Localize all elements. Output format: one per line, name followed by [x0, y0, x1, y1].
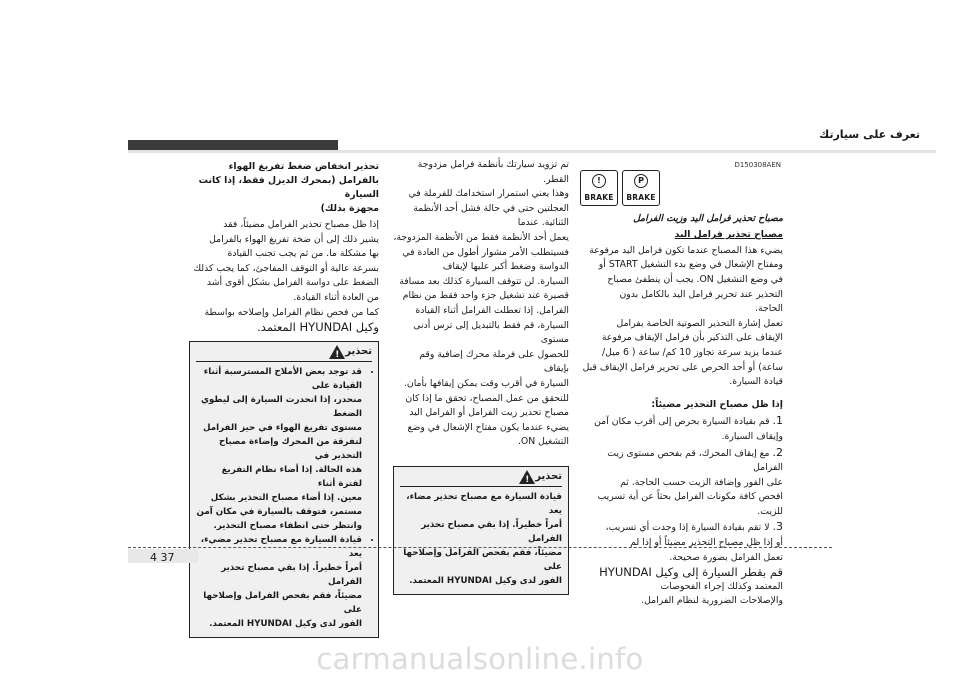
steps-title: إذا ظل مصباح التحذير مضيئاً:	[651, 398, 783, 410]
header-rule	[128, 150, 936, 153]
intro-text: يضيء هذا المصباح عندما تكون فرامل اليد مرفوعة ومفتاح الإشعال في وضع بدء التشغيل START أو في وضع التشغيل ON. يجب أن ينطفئ مصباح التحذير عند تحرير فرامل اليد بالكامل بدون الحاجة. تعمل إشارة التحذير الصوتية الخاصة بفرامل الإيقاف على التذكير بأن فرامل الإيقاف مرفوعة عندما يزيد سرعة تجاوز 10 كم/ ساعة ( 6 ميل/ ساعة) أو أحد الحرص على تحرير فرامل الإيقاف قبل قيادة السيارة.	[582, 244, 783, 388]
warning-title: تحذير	[535, 470, 562, 482]
warning-title: تحذير	[345, 345, 372, 357]
warning-box	[189, 341, 379, 639]
warning-triangle-icon: !	[329, 345, 345, 359]
page-header-title: تعرف على سيارتك	[819, 128, 920, 141]
footer-rule	[128, 547, 832, 548]
sub-title: مصباح تحذير فرامل اليد	[674, 229, 783, 241]
list-item: 2. مع إيقاف المحرك، قم بفحص مستوى زيت الفرامل على الفور وإضافة الزيت حسب الحاجة. ثم افحص كافة مكونات الفرامل بحثاً عن أية تسريب للزيت.	[597, 445, 783, 517]
warning-triangle-icon: !	[519, 470, 535, 484]
watermark: carmanualsonline.info	[316, 642, 644, 676]
steps-list	[577, 414, 783, 609]
page-number: 4 37	[150, 551, 175, 564]
brake-warning-icon: ! BRAKE	[580, 170, 618, 206]
warning-icons	[580, 170, 660, 206]
parking-brake-icon: P BRAKE	[622, 170, 660, 206]
image-code: D150308AEN	[734, 161, 781, 169]
section-title: تحذير انخفاض ضغط تفريغ الهواء بالفرامل (بمحرك الديزل فقط، إذا كانت السيارة مجهزة بذلك)	[198, 161, 379, 214]
list-item: 3. لا تقم بقيادة السيارة إذا وجدت أي تسريب، أو إذا ظل مصباح التحذير مضيئاً أو إذا لم تعمل الفرامل بصورة صحيحة. قم بقطر السيارة إلى وكيل HYUNDAI المعتمد وكذلك إجراء الفحوصات والإصلاحات الضرورية لنظام الفرامل.	[599, 520, 783, 607]
intro-text: إذا ظل مصباح تحذير الفرامل مضيئاً، فقد يشير ذلك إلى أن ضخة تفريغ الهواء بالفرامل بها مشكلة ما. من ثم يجب تجنب القيادة بسرعة عالية أو التوقف المفاجئ، كما يجب كذلك الضغط على دواسة الفرامل بشكل أقوى أشد من العادة أثناء القيادة. كما من فحص نظام الفرامل وإصلاحه بواسطة وكيل HYUNDAI المعتمد.	[193, 219, 379, 335]
section-title: مصباح تحذير فرامل اليد وزيت الفرامل	[633, 212, 783, 224]
list-item: 1. قم بقيادة السيارة بحرص إلى أقرب مكان آمن وإيقاف السيارة.	[594, 414, 783, 442]
column-middle	[393, 158, 569, 595]
warning-box: تحذير ! قيادة السيارة مع مصباح تحذير مضاء، يعد أمراً خطيراً. إذا بقي مصباح تحذير الفرامل مضيئاً، فقم بفحص الفرامل وإصلاحها على الفور لدى وكيل HYUNDAI المعتمد.	[393, 466, 569, 596]
list-item: • قد توجد بعض الأملاح المسترسبة أثناء القيادة على منحدر، إذا انحدرت السيارة إلى ليطوي الضغط مستوى تفريغ الهواء في حيز الفرامل لتفرقة من المحرك وإضاءة مصباح التحذير في هذه الحالة. إذا أضاء نظام التفريغ لفترة أثناء معين. إذا أضاء مصباح التحذير بشكل مستمر، فتوقف بالسيارة في مكان آمن وانتظر حتى انطفاء مصباح التحذير.	[196, 365, 362, 533]
intro-text: تم تزويد سيارتك بأنظمة فرامل مزدوجة القطر. وهذا يعني استمرار استخدامك للفرملة في العجلتين حتى في حالة فشل أحد الأنظمة الثنائية. عندما يعمل أحد الأنظمة فقط من الأنظمة المزدوجة، فسيتطلب الأمر مشوار أطول من العادة في الدواسة وضغط أكبر عليها لإيقاف السيارة. لن تتوقف السيارة كذلك بعد مسافة قصيرة عند تشغيل جزء واحد فقط من نظام الفرامل. إذا تعطلت الفرامل أثناء القيادة السيارة، قم فقط بالتبديل إلى ترس أدنى مستوى للحصول على فرملة محرك إضافية وقم بإيقاف السيارة في أقرب وقت يمكن إيقافها بأمان. للتحقق من عمل المصباح، تحقق ما إذا كان مصباح تحذير زيت الفرامل أو الفرامل اليد يضيء عندما يكون مفتاح الإشعال في وضع التشغيل ON.	[393, 159, 569, 448]
column-right	[577, 158, 783, 610]
list-item: • قيادة السيارة مع مصباح تحذير مضيء، يعد أمراً خطيراً. إذا بقي مصباح تحذير الفرامل مضيئاً، فقم بفحص الفرامل وإصلاحها على الفور لدى وكيل HYUNDAI المعتمد.	[196, 533, 362, 631]
column-left	[189, 158, 379, 638]
